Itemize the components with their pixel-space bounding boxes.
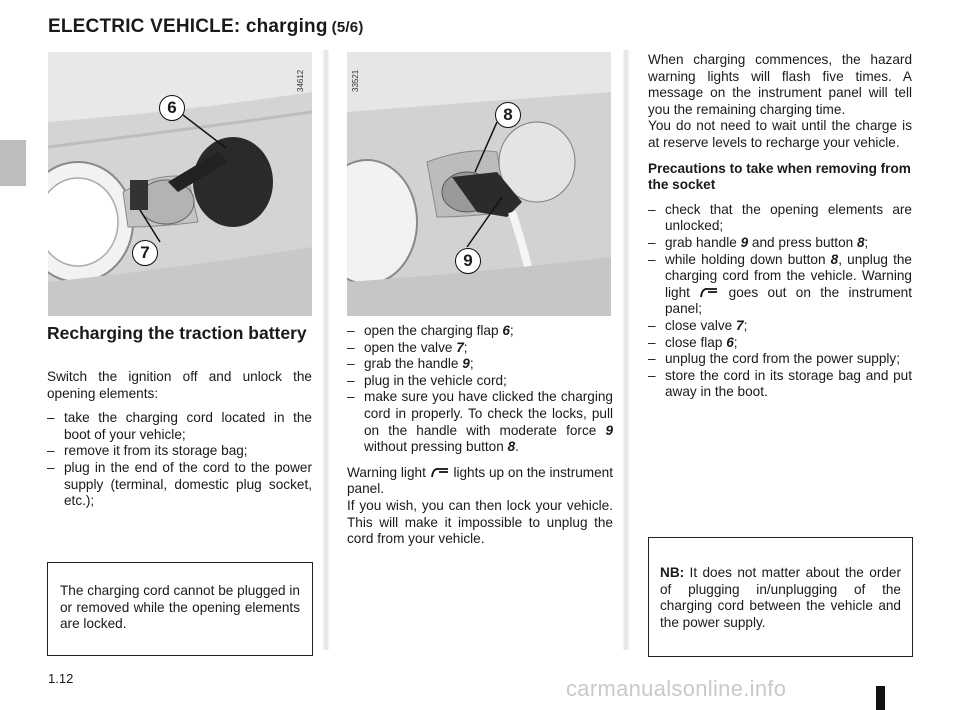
precautions-list: [648, 202, 912, 401]
item-text: , unplug the charging cord from the vehicle. Warning light: [665, 251, 912, 300]
item-end: ;: [463, 339, 468, 355]
warning-text-b: lights up on the instrument panel.: [347, 464, 613, 497]
item-text: open the valve: [364, 339, 457, 355]
ref-number: 6: [726, 334, 734, 350]
item-text: goes out on the instrument panel;: [665, 284, 912, 317]
item-text: close valve: [665, 317, 737, 333]
section-heading: Recharging the traction battery: [47, 323, 307, 343]
ref-number: 8: [507, 439, 516, 455]
item-text: and press button: [748, 234, 857, 250]
page-number: 1.12: [48, 671, 74, 686]
note-box: [47, 562, 313, 656]
note-text: The charging cord cannot be plugged in or removed while the opening elements are locked.: [60, 583, 300, 632]
item-text: without pressing button: [364, 439, 508, 455]
column-3-text: [648, 52, 912, 401]
watermark: carmanualsonline.info: [566, 676, 787, 701]
item-text: grab the handle: [364, 356, 463, 372]
charging-plug-warning-icon: [699, 285, 719, 299]
column-divider: [322, 50, 330, 650]
warning-text: [347, 465, 613, 498]
item-end: ;: [733, 334, 738, 350]
list-item: [648, 252, 912, 318]
item-text: open the charging flap: [364, 323, 503, 338]
item-text: grab handle: [665, 234, 741, 250]
list-item: [347, 340, 613, 357]
ref-number: 8: [856, 234, 865, 250]
column-1-text: [47, 369, 312, 510]
callout-6: 6: [159, 95, 185, 121]
subheading: Precautions to take when removing from the socket: [648, 160, 911, 193]
list-item: – check that the opening elements are unlocked;: [648, 202, 912, 235]
warning-text-a: Warning light: [347, 464, 430, 480]
list-item: [347, 389, 613, 455]
steps-list: [47, 410, 312, 510]
column-2-text: [347, 323, 613, 548]
callout-7: 7: [132, 240, 158, 266]
lock-text: If you wish, you can then lock your vehicle. This will make it impossible to unplug the cord from your vehicle.: [347, 497, 613, 547]
ref-number: 9: [462, 356, 470, 372]
list-item: – store the cord in its storage bag and put away in the boot.: [648, 368, 912, 401]
charging-plug-warning-icon: [430, 465, 450, 479]
item-text: close flap: [665, 334, 727, 350]
page-title: [48, 16, 364, 38]
list-item: [347, 323, 613, 340]
ref-number: 9: [740, 234, 749, 250]
item-end: .: [515, 439, 519, 455]
title-main: ELECTRIC VEHICLE: charging: [48, 16, 328, 37]
ref-number: 6: [502, 323, 510, 338]
figure-code: 34612: [296, 69, 305, 92]
nb-text: [660, 565, 901, 631]
plug-drawing: [347, 52, 611, 316]
callout-9: 9: [455, 248, 481, 274]
charging-plug-illustration: [347, 52, 611, 316]
item-end: ;: [864, 234, 869, 250]
corner-marker: [876, 686, 885, 710]
item-end: ;: [509, 323, 514, 338]
list-item: [648, 318, 912, 335]
list-item: – plug in the end of the cord to the power supply (terminal, domestic plug socket, etc.);: [47, 460, 312, 510]
section-tab: [0, 140, 26, 186]
ref-number: 9: [605, 422, 613, 438]
list-item: – plug in the vehicle cord;: [347, 373, 613, 390]
column-divider: [622, 50, 630, 650]
title-part: (5/6): [331, 19, 364, 36]
item-text: while holding down button: [665, 251, 831, 267]
paragraph: You do not need to wait until the charge is at reserve levels to recharge your vehicle.: [648, 118, 912, 150]
callout-8: 8: [495, 102, 521, 128]
car-front-drawing: [48, 52, 312, 316]
list-item: – unplug the cord from the power supply;: [648, 351, 912, 368]
list-item: [648, 235, 912, 252]
steps-list: [347, 323, 613, 456]
ref-number: 8: [830, 251, 839, 267]
item-end: ;: [743, 317, 748, 333]
list-item: – remove it from its storage bag;: [47, 443, 312, 460]
list-item: [347, 356, 613, 373]
nb-body: It does not matter about the order of plugging in/unplugging of the charging cord between the vehicle and the power supply.: [660, 565, 901, 630]
list-item: – take the charging cord located in the boot of your vehicle;: [47, 410, 312, 443]
intro-text: Switch the ignition off and unlock the opening elements:: [47, 369, 312, 401]
list-item: [648, 335, 912, 352]
charging-flap-illustration: [48, 52, 312, 316]
item-end: ;: [469, 356, 474, 372]
paragraph: When charging commences, the hazard warning lights will flash five times. A message on the instrument panel will tell you the remaining charging time.: [648, 52, 912, 117]
item-text: make sure you have clicked the charging cord in properly. To check the locks, pull on the handle with moderate force: [364, 389, 613, 438]
nb-box: [648, 537, 913, 657]
figure-code: 33521: [351, 69, 360, 92]
ref-number: 7: [736, 317, 744, 333]
nb-label: NB:: [660, 565, 685, 580]
ref-number: 7: [456, 339, 464, 355]
